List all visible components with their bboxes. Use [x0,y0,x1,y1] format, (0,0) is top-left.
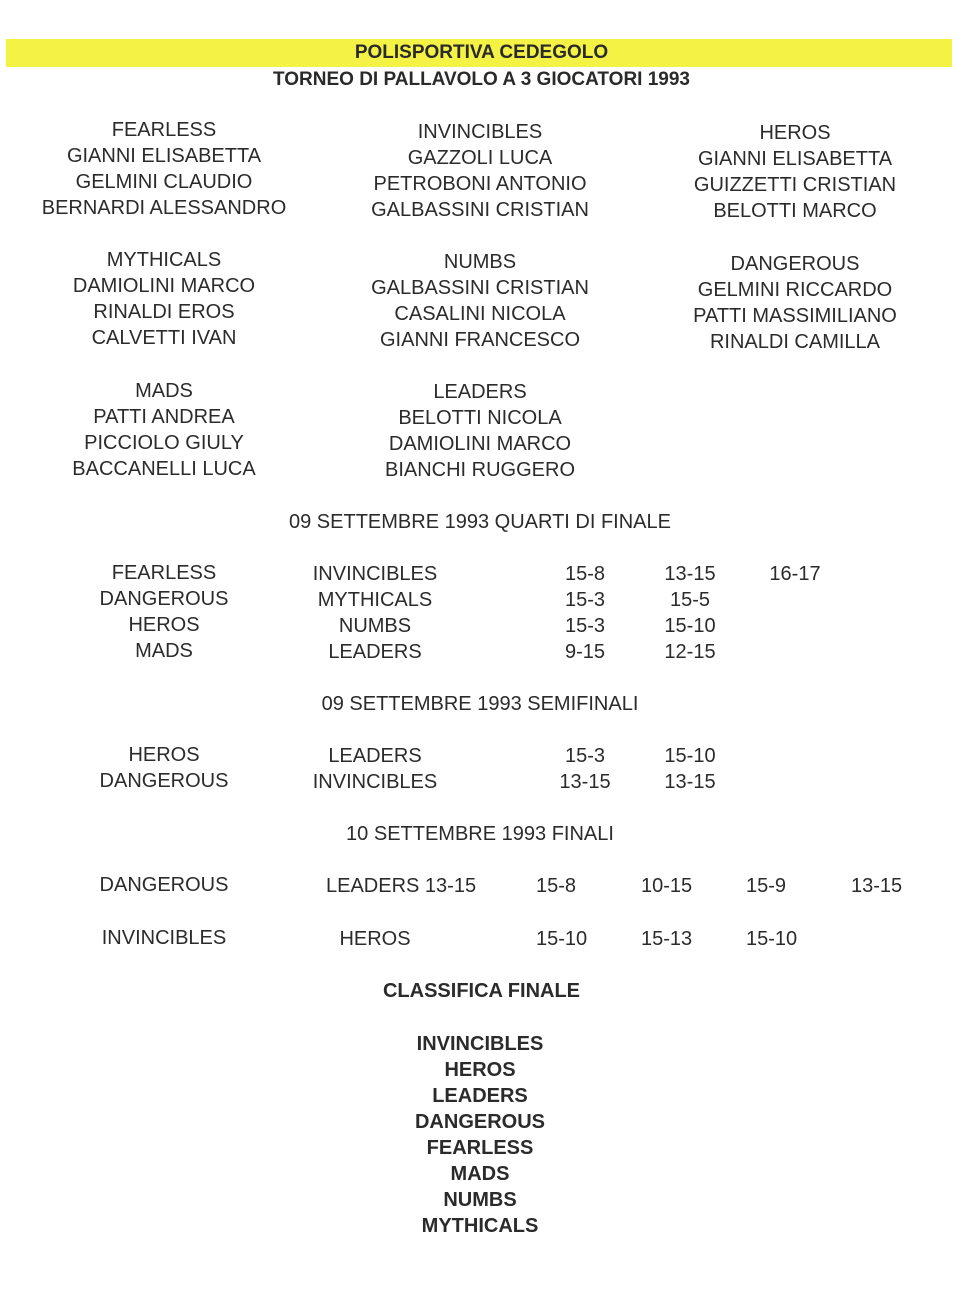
final-score: 13-15 [851,875,903,897]
final-away-team: LEADERS 13-15 [326,875,477,897]
team-block-leaders [330,379,630,483]
sf-home-team: HEROS [128,744,200,766]
qf-score: 9-15 [564,641,606,663]
player-name: GELMINI RICCARDO [697,279,893,301]
qf-score: 15-10 [664,615,716,637]
sf-score: 13-15 [559,771,611,793]
team-block-mythicals [14,247,314,351]
club-title: POLISPORTIVA CEDEGOLO [354,42,609,63]
player-name: GALBASSINI CRISTIAN [371,199,589,221]
qf-home-team: MADS [135,640,193,662]
qf-home-team: HEROS [128,614,200,636]
final-home-team: DANGEROUS [99,874,229,896]
player-name: RINALDI CAMILLA [709,331,881,353]
team-block-fearless [14,117,314,221]
ranking-list [330,1031,630,1239]
player-name: GIANNI ELISABETTA [66,145,262,167]
team-block-dangerous [645,251,945,355]
qf-score: 15-3 [564,589,606,611]
qf-score: 16-17 [769,563,821,585]
player-name: BELOTTI NICOLA [398,407,562,429]
player-name: GUIZZETTI CRISTIAN [693,174,897,196]
team-name: MADS [135,380,193,402]
team-block-invincibles [330,119,630,223]
final-score: 15-9 [746,875,787,897]
final-away-team: HEROS [339,928,411,950]
player-name: GIANNI FRANCESCO [379,329,581,351]
qf-home-team: DANGEROUS [99,588,229,610]
final-score: 15-8 [536,875,577,897]
qf-away-team: INVINCIBLES [312,563,438,585]
semifinals-title: 09 SETTEMBRE 1993 SEMIFINALI [321,693,639,715]
sf-score: 15-3 [564,745,606,767]
ranking-title: CLASSIFICA FINALE [382,980,581,1002]
sf-score: 15-10 [664,745,716,767]
player-name: PETROBONI ANTONIO [373,173,587,195]
sf-score: 13-15 [664,771,716,793]
player-name: DAMIOLINI MARCO [388,433,572,455]
ranking-item: FEARLESS [426,1137,534,1159]
team-name: HEROS [759,122,831,144]
player-name: BACCANELLI LUCA [72,458,256,480]
qf-score: 15-3 [564,615,606,637]
team-name: INVINCIBLES [417,121,543,143]
team-name: MYTHICALS [106,249,222,271]
team-name: DANGEROUS [730,253,860,275]
ranking-item: HEROS [444,1059,516,1081]
player-name: CASALINI NICOLA [394,303,566,325]
team-block-numbs [330,249,630,353]
player-name: PATTI ANDREA [93,406,235,428]
qf-away-team: MYTHICALS [317,589,433,611]
ranking-item: NUMBS [443,1189,517,1211]
player-name: GAZZOLI LUCA [407,147,553,169]
sf-away-team: INVINCIBLES [312,771,438,793]
player-name: GALBASSINI CRISTIAN [371,277,589,299]
quarterfinals-title: 09 SETTEMBRE 1993 QUARTI DI FINALE [289,511,671,533]
player-name: BELOTTI MARCO [713,200,877,222]
final-home-team: INVINCIBLES [101,927,227,949]
ranking-item: MYTHICALS [421,1215,539,1237]
ranking-item: INVINCIBLES [416,1033,544,1055]
ranking-item: LEADERS [432,1085,528,1107]
team-name: FEARLESS [111,119,217,141]
qf-away-team: LEADERS [328,641,422,663]
player-name: GIANNI ELISABETTA [697,148,893,170]
final-score: 15-13 [641,928,693,950]
qf-score: 15-5 [669,589,711,611]
qf-score: 15-8 [564,563,606,585]
final-score: 15-10 [746,928,798,950]
final-score: 10-15 [641,875,693,897]
ranking-item: MADS [450,1163,510,1185]
team-block-heros [645,120,945,224]
player-name: PATTI MASSIMILIANO [693,305,897,327]
player-name: DAMIOLINI MARCO [72,275,256,297]
team-block-mads [14,378,314,482]
qf-away-team: NUMBS [338,615,412,637]
qf-home-team: FEARLESS [111,562,217,584]
player-name: BERNARDI ALESSANDRO [41,197,287,219]
player-name: PICCIOLO GIULY [84,432,244,454]
tournament-title: TORNEO DI PALLAVOLO A 3 GIOCATORI 1993 [272,69,690,90]
player-name: RINALDI EROS [93,301,235,323]
final-score: 15-10 [536,928,588,950]
qf-score: 12-15 [664,641,716,663]
finals-title: 10 SETTEMBRE 1993 FINALI [346,823,614,845]
sf-home-team: DANGEROUS [99,770,229,792]
team-name: LEADERS [433,381,527,403]
player-name: CALVETTI IVAN [91,327,237,349]
player-name: GELMINI CLAUDIO [75,171,253,193]
qf-score: 13-15 [664,563,716,585]
ranking-item: DANGEROUS [414,1111,545,1133]
player-name: BIANCHI RUGGERO [384,459,576,481]
team-name: NUMBS [443,251,517,273]
sf-away-team: LEADERS [328,745,422,767]
